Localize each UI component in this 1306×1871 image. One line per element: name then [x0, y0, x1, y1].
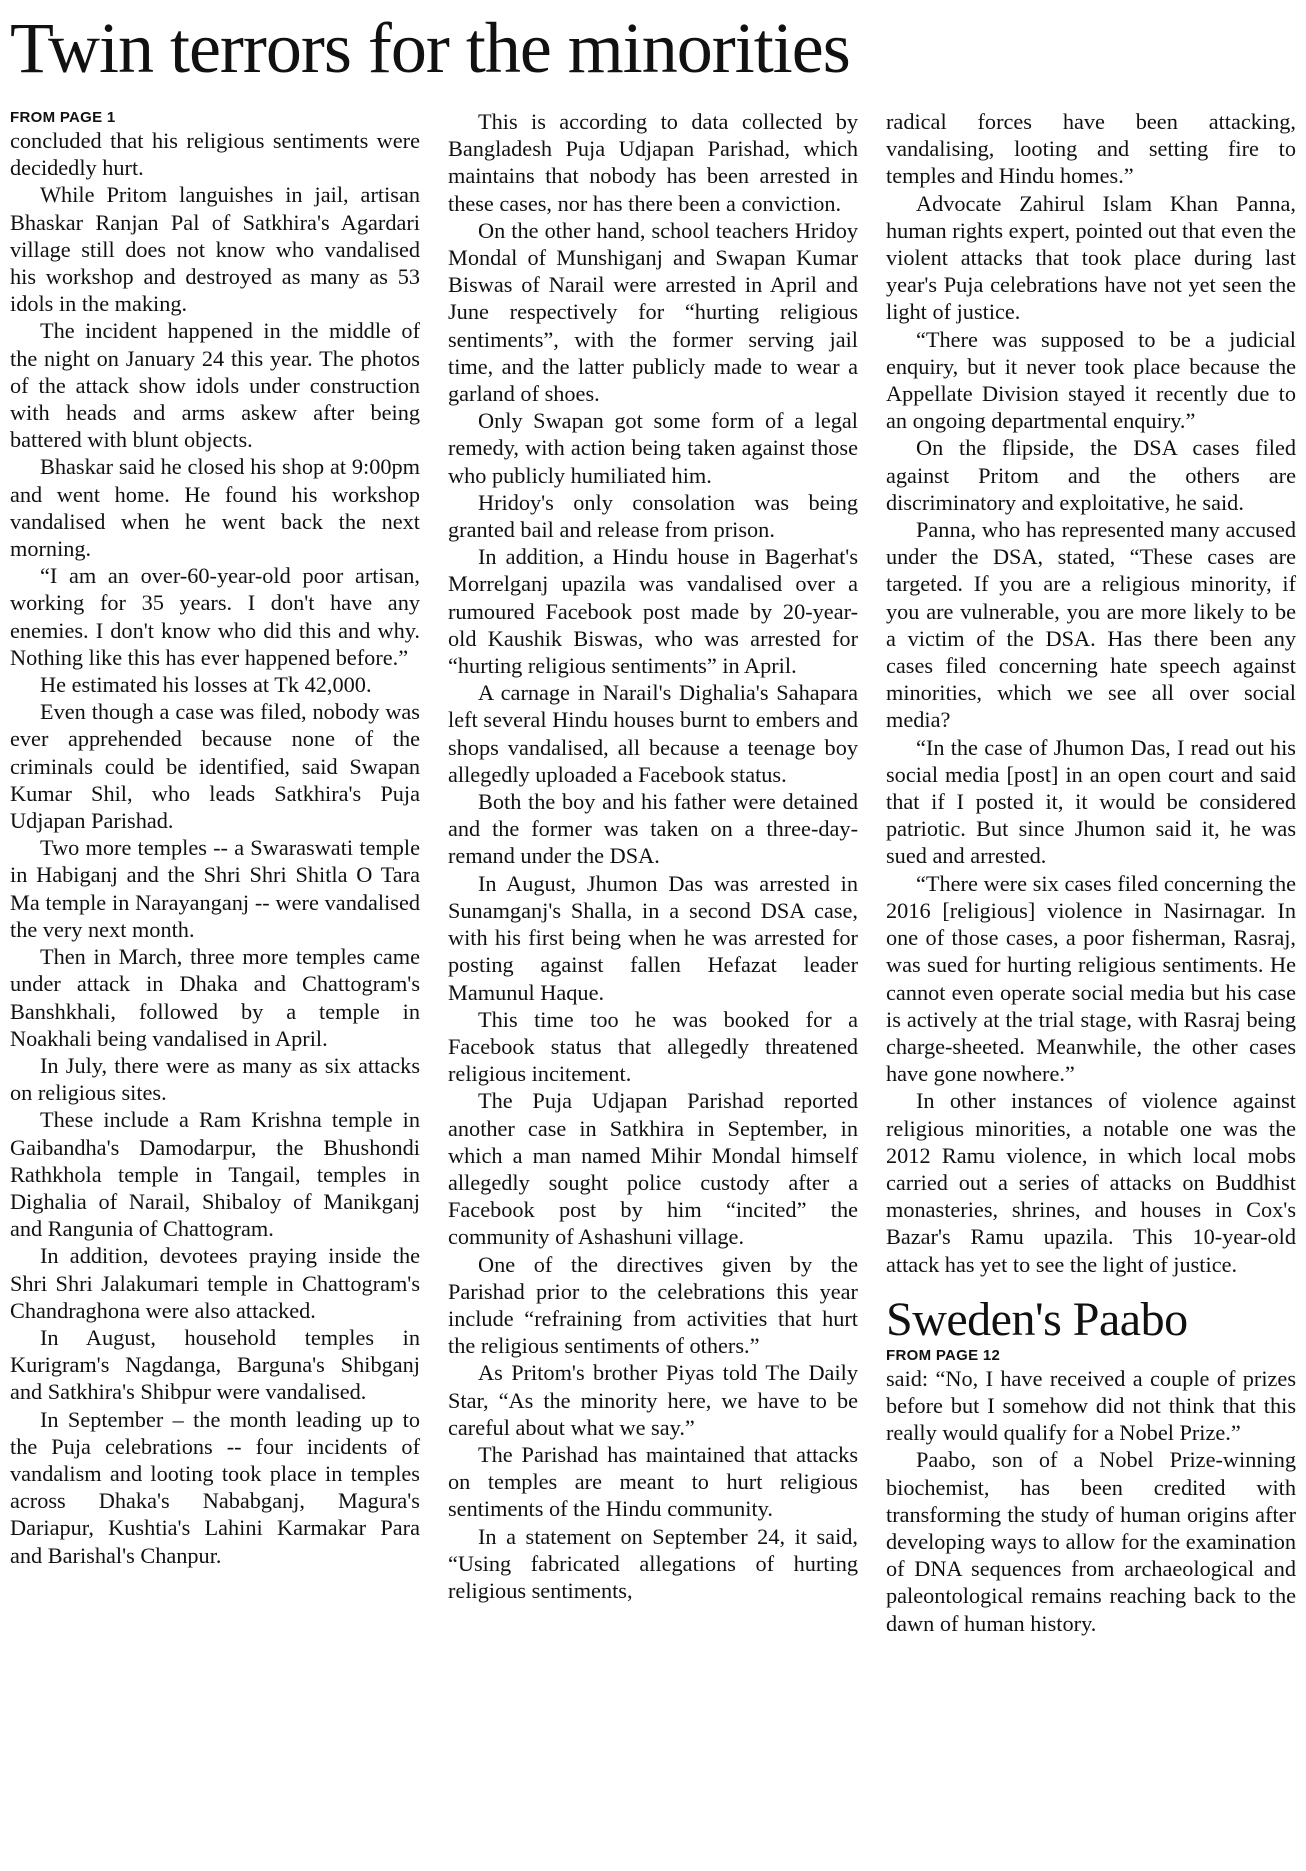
paragraph: “I am an over-60-year-old poor artisan, working for 35 years. I don't have any enemies. I don't know who did this and why. Nothing like this has ever happened before.” — [10, 563, 420, 670]
paragraph: The Puja Udjapan Parishad reported another case in Satkhira in September, in which a man named Mihir Mondal himself allegedly sought police custody after a Facebook post by him “incited” the community of Ashashuni village. — [448, 1088, 858, 1250]
second-article-headline: Sweden's Paabo — [886, 1292, 1188, 1346]
paragraph: “There were six cases filed concerning the 2016 [religious] violence in Nasirnagar. In one of those cases, a poor fisherman, Rasraj, was sued for hurting religious sentiments. He cannot even operate social media but his case is actively at the trial stage, with Rasraj being charge-sheeted. Meanwhile, the other cases have gone nowhere.” — [886, 870, 1296, 1087]
article-headline: Twin terrors for the minorities — [10, 8, 850, 88]
paragraph: Even though a case was filed, nobody was ever apprehended because none of the criminals could be identified, said Swapan Kumar Shil, who leads Satkhira's Puja Udjapan Parishad. — [10, 699, 420, 834]
article-column-1 — [10, 108, 420, 1569]
paragraph: Two more temples -- a Swaraswati temple in Habiganj and the Shri Shri Shitla O Tara Ma temple in Narayanganj -- were vandalised the very next month. — [10, 835, 420, 942]
paragraph: concluded that his religious sentiments were decidedly hurt. — [10, 128, 420, 181]
paragraph: A carnage in Narail's Dighalia's Sahapara left several Hindu houses burnt to embers and shops vandalised, all because a teenage boy allegedly uploaded a Facebook status. — [448, 680, 858, 787]
paragraph: Both the boy and his father were detained and the former was taken on a three-day-remand under the DSA. — [448, 789, 858, 869]
paragraph: “There was supposed to be a judicial enquiry, but it never took place because the Appellate Division stayed it recently due to an ongoing departmental enquiry.” — [886, 326, 1296, 434]
paragraph: In July, there were as many as six attacks on religious sites. — [10, 1052, 420, 1106]
paragraph: The incident happened in the middle of the night on January 24 this year. The photos of the attack show idols under construction with heads and arms askew after being battered with blunt objects. — [10, 318, 420, 453]
paragraph: The Parishad has maintained that attacks on temples are meant to hurt religious sentiments of the Hindu community. — [448, 1441, 858, 1522]
paragraph: One of the directives given by the Parishad prior to the celebrations this year include “refraining from activities that hurt the religious sentiments of others.” — [448, 1251, 858, 1359]
paragraph: Then in March, three more temples came under attack in Dhaka and Chattogram's Banshkhali, followed by a temple in Noakhali being vandalised in April. — [10, 944, 420, 1051]
paragraph: In September – the month leading up to the Puja celebrations -- four incidents of vandalism and looting took place in temples across Dhaka's Nababganj, Magura's Dariapur, Kushtia's Lahini Karmakar Para and Barishal's Chanpur. — [10, 1406, 420, 1568]
paragraph: “In the case of Jhumon Das, I read out his social media [post] in an open court and said that if I posted it, it would be considered patriotic. But since Jhumon said it, he was sued and arrested. — [886, 734, 1296, 869]
paragraph: Hridoy's only consolation was being granted bail and release from prison. — [448, 489, 858, 543]
paragraph: In other instances of violence against religious minorities, a notable one was the 2012 Ramu violence, in which local mobs carried out a series of attacks on Buddhist monasteries, shrines, and houses in Cox's Bazar's Ramu upazila. This 10-year-old attack has yet to see the light of justice. — [886, 1088, 1296, 1277]
paragraph: As Pritom's brother Piyas told The Daily Star, “As the minority here, we have to be careful about what we say.” — [448, 1360, 858, 1440]
paragraph: He estimated his losses at Tk 42,000. — [40, 672, 372, 698]
article-column-3 — [886, 108, 1296, 1637]
paragraph: Panna, who has represented many accused under the DSA, stated, “These cases are targeted. If you are a religious minority, if you are vulnerable, you are more likely to be a victim of the DSA. Has there been any cases filed concerning hate speech against minorities, which we see all over social media? — [886, 517, 1296, 733]
paragraph: Paabo, son of a Nobel Prize-winning biochemist, has been credited with transforming the study of human origins after developing ways to allow for the examination of DNA sequences from archaeological and paleontological remains reaching back to the dawn of human history. — [886, 1447, 1296, 1636]
paragraph: On the flipside, the DSA cases filed against Pritom and the others are discriminatory and exploitative, he said. — [886, 435, 1296, 515]
paragraph: In addition, a Hindu house in Bagerhat's Morrelganj upazila was vandalised over a rumoured Facebook post made by 20-year-old Kaushik Biswas, who was arrested for “hurting religious sentiments” in April. — [448, 544, 858, 679]
paragraph: In a statement on September 24, it said, “Using fabricated allegations of hurting religious sentiments, — [448, 1523, 858, 1603]
paragraph: said: “No, I have received a couple of prizes before but I somehow did not think that this really would qualify for a Nobel Prize.” — [886, 1365, 1296, 1446]
paragraph: Bhaskar said he closed his shop at 9:00pm and went home. He found his workshop vandalised when he went back the next morning. — [10, 454, 420, 562]
paragraph: Advocate Zahirul Islam Khan Panna, human rights expert, pointed out that even the violent attacks that took place during last year's Puja celebrations have not yet seen the light of justice. — [886, 190, 1296, 325]
paragraph: This is according to data collected by Bangladesh Puja Udjapan Parishad, which maintains that nobody has been arrested in these cases, nor has there been a conviction. — [448, 109, 858, 216]
paragraph: While Pritom languishes in jail, artisan Bhaskar Ranjan Pal of Satkhira's Agardari village still does not know who vandalised his workshop and destroyed as many as 53 idols in the making. — [10, 182, 420, 317]
paragraph: radical forces have been attacking, vandalising, looting and setting fire to temples and Hindu homes.” — [886, 109, 1296, 189]
jump-label: FROM PAGE 12 — [886, 1346, 1001, 1364]
paragraph: In addition, devotees praying inside the Shri Shri Jalakumari temple in Chattogram's Chandraghona were also attacked. — [10, 1243, 420, 1323]
article-column-2 — [448, 108, 858, 1604]
paragraph: This time too he was booked for a Facebook status that allegedly threatened religious incitement. — [448, 1006, 858, 1087]
paragraph: Only Swapan got some form of a legal remedy, with action being taken against those who publicly humiliated him. — [448, 408, 858, 488]
paragraph: These include a Ram Krishna temple in Gaibandha's Damodarpur, the Bhushondi Rathkhola temple in Tangail, temples in Dighalia of Narail, Shibaloy of Manikganj and Rangunia of Chattogram. — [10, 1107, 420, 1242]
jump-label: FROM PAGE 1 — [10, 109, 116, 126]
paragraph: In August, household temples in Kurigram's Nagdanga, Barguna's Shibganj and Satkhira's Shibpur were vandalised. — [10, 1324, 420, 1405]
paragraph: In August, Jhumon Das was arrested in Sunamganj's Shalla, in a second DSA case, with his first being when he was arrested for posting against fallen Hefazat leader Mamunul Haque. — [448, 870, 858, 1005]
paragraph: On the other hand, school teachers Hridoy Mondal of Munshiganj and Swapan Kumar Biswas of Narail were arrested in April and June respectively for “hurting religious sentiments”, with the former serving jail time, and the latter publicly made to wear a garland of shoes. — [448, 217, 858, 407]
